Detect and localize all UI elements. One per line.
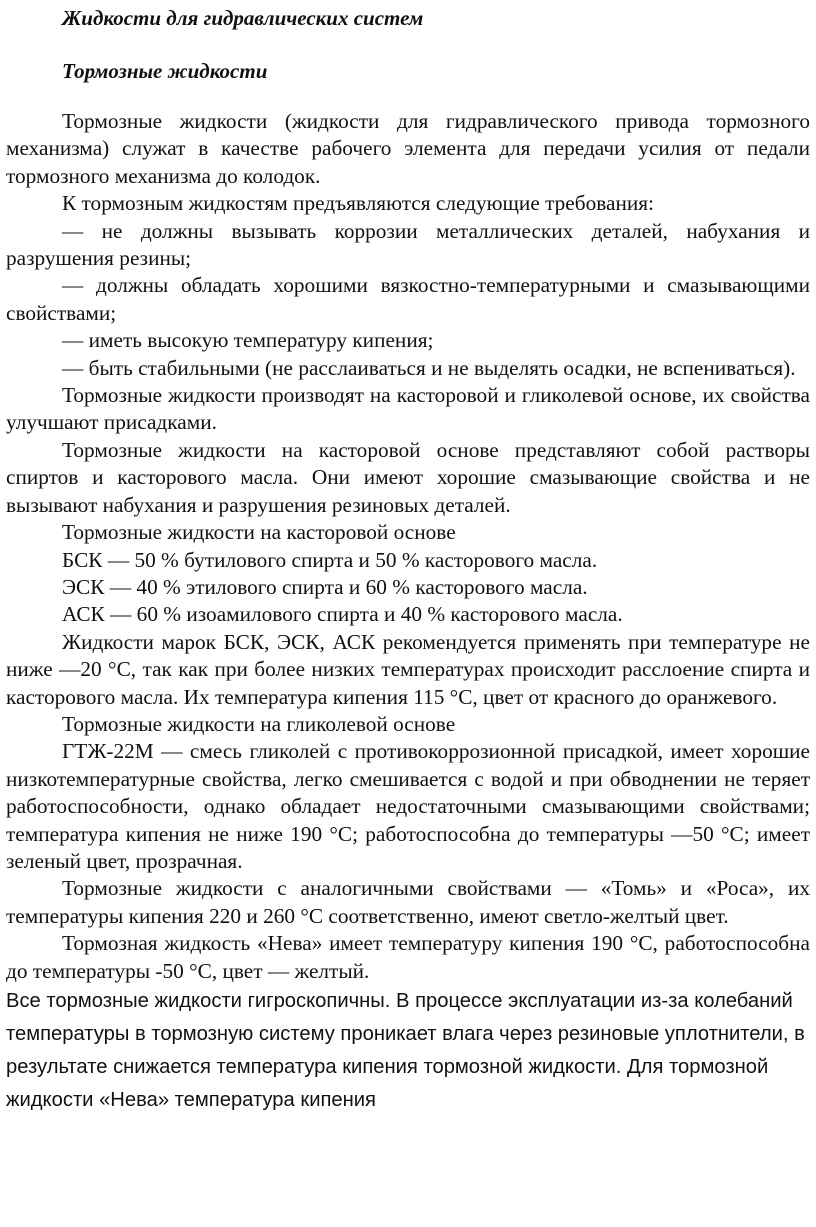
paragraph: Тормозные жидкости на касторовой основе представляют собой растворы спиртов и касторового масла. Они имеют хорошие смазывающие свойства и не вызывают набухания и разрушения резиновых деталей. <box>6 437 810 517</box>
list-item: — должны обладать хорошими вязкостно-температурными и смазывающими свойствами; <box>6 273 810 325</box>
paragraph: Тормозные жидкости (жидкости для гидравлического привода тормозного механизма) служат в качестве рабочего элемента для передачи усилия от педали тормозного механизма до колодок. <box>6 109 810 188</box>
list-item: — иметь высокую температуру кипения; <box>62 328 434 353</box>
paragraph: ГТЖ-22М — смесь гликолей с противокоррозионной присадкой, имеет хорошие низкотемпературные свойства, легко смешивается с водой и при обводнении не теряет работоспособности, однако обладает недостаточными смазывающими свойствами; температура кипения не ниже 190 °С; работоспособна до температуры —50 °С; имеет зеленый цвет, прозрачная. <box>6 739 810 873</box>
list-item: — быть стабильными (не расслаиваться и не выделять осадки, не вспениваться). <box>62 355 796 380</box>
list-item: БСК — 50 % бутилового спирта и 50 % касторового масла. <box>62 547 598 572</box>
list-item: — не должны вызывать коррозии металлических деталей, набухания и разрушения резины; <box>6 218 810 271</box>
paragraph: Жидкости марок БСК, ЭСК, АСК рекомендуется применять при температуре не ниже —20 °С, так как при более низких температурах происходит расслоение спирта и касторового масла. Их температура кипения 115 °С, цвет от красного до оранжевого. <box>6 629 810 709</box>
paragraph: Тормозная жидкость «Нева» имеет температуру кипения 190 °С, работоспособна до температуры -50 °С, цвет — желтый. <box>6 931 810 983</box>
list-item: ЭСК — 40 % этилового спирта и 60 % касторового масла. <box>62 574 588 599</box>
document-subtitle: Тормозные жидкости <box>62 59 268 83</box>
list-item: АСК — 60 % изоамилового спирта и 40 % касторового масла. <box>62 602 623 627</box>
document-title: Жидкости для гидравлических систем <box>62 6 424 30</box>
section-label: Тормозные жидкости на касторовой основе <box>62 520 456 545</box>
paragraph: Тормозные жидкости с аналогичными свойствами — «Томь» и «Роса», их температуры кипения 220 и 260 °С соответственно, имеют светло-желтый цвет. <box>6 876 810 928</box>
paragraph-tail: Все тормозные жидкости гигроскопичны. В процессе эксплуатации из-за колебаний температуры в тормозную систему проникает влага через резиновые уплотнители, в результате снижается температура кипения тормозной жидкости. Для тормозной жидкости «Нева» температура кипения <box>6 990 805 1111</box>
paragraph: Тормозные жидкости производят на касторовой и гликолевой основе, их свойства улучшают присадками. <box>6 383 810 435</box>
paragraph: К тормозным жидкостям предъявляются следующие требования: <box>62 191 654 216</box>
section-label: Тормозные жидкости на гликолевой основе <box>62 711 456 736</box>
